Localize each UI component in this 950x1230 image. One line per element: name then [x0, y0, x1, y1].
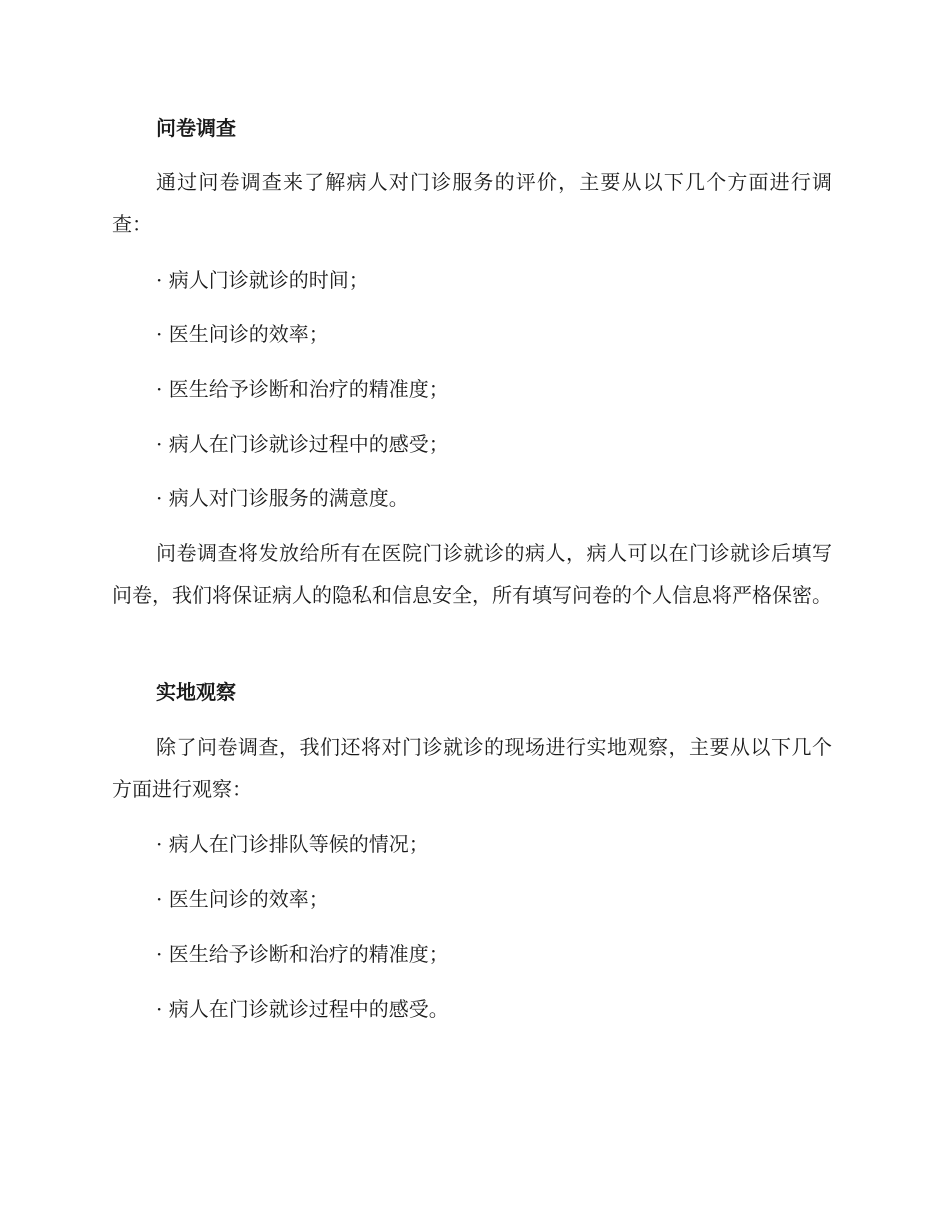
questionnaire-intro-paragraph: 通过问卷调查来了解病人对门诊服务的评价，主要从以下几个方面进行调查： [112, 170, 832, 236]
questionnaire-list-item: · 病人在门诊就诊过程中的感受； [156, 432, 449, 456]
observation-list-item: · 病人在门诊排队等候的情况； [156, 832, 429, 856]
observation-intro-paragraph: 除了问卷调查，我们还将对门诊就诊的现场进行实地观察，主要从以下几个方面进行观察： [112, 735, 832, 801]
questionnaire-list-item: · 医生问诊的效率； [156, 322, 329, 346]
questionnaire-closing-paragraph: 问卷调查将发放给所有在医院门诊就诊的病人，病人可以在门诊就诊后填写问卷，我们将保证病人的隐私和信息安全，所有填写问卷的个人信息将严格保密。 [112, 541, 832, 607]
questionnaire-list-item: · 病人门诊就诊的时间； [156, 268, 369, 292]
questionnaire-list-item: · 医生给予诊断和治疗的精准度； [156, 377, 449, 401]
section-heading-questionnaire: 问卷调查 [156, 116, 236, 140]
questionnaire-list-item: · 病人对门诊服务的满意度。 [156, 486, 409, 510]
observation-list-item: · 医生给予诊断和治疗的精准度； [156, 942, 449, 966]
observation-list-item: · 医生问诊的效率； [156, 887, 329, 911]
section-heading-field-observation: 实地观察 [156, 680, 236, 704]
observation-list-item: · 病人在门诊就诊过程中的感受。 [156, 997, 449, 1021]
